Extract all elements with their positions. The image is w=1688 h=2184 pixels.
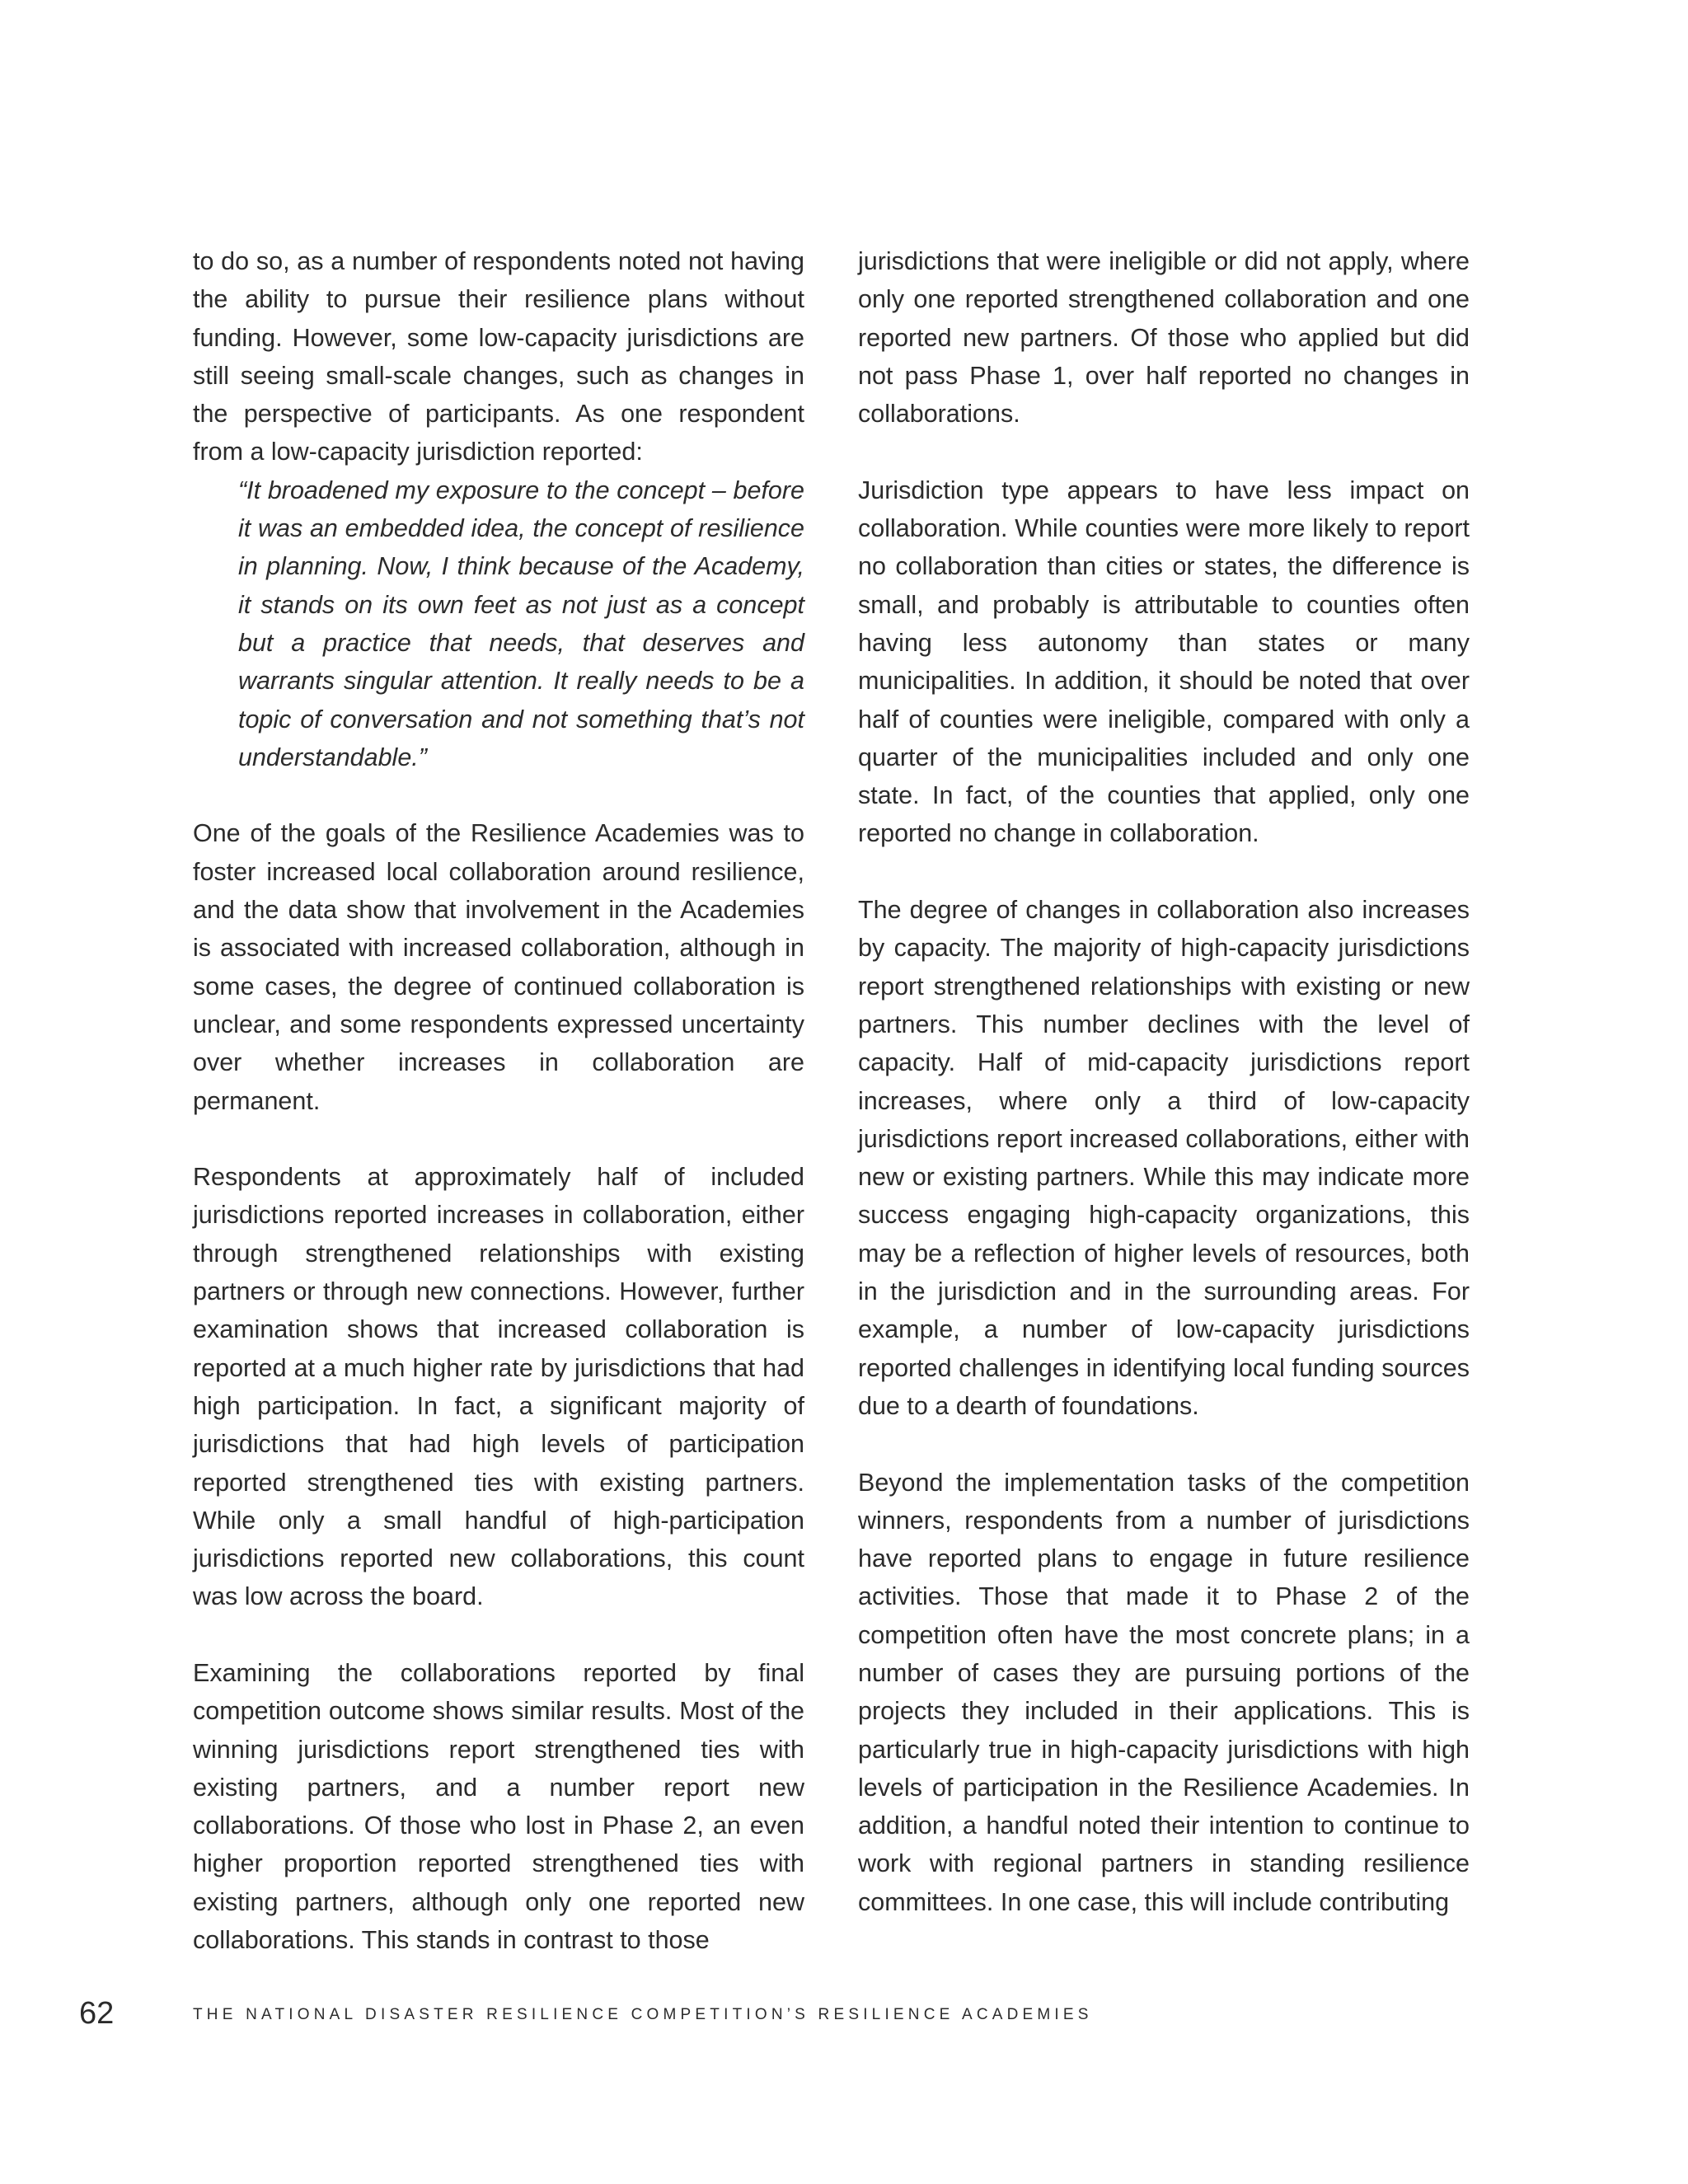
left-column: [193, 242, 804, 1959]
left-paragraph-4: Examining the collaborations reported by final competition outcome shows similar results. Most of the winning jurisdictions report strengthened ties with existing partners, and a number report new collaborations. Of those who lost in Phase 2, an even higher proportion reported strengthened ties with existing partners, although only one reported new collaborations. This stands in contrast to those: [193, 1658, 804, 1955]
right-column: [858, 242, 1470, 1921]
left-paragraph-3: Respondents at approximately half of included jurisdictions reported increases in collaboration, either through strengthened relationships with existing partners or through new connections. However, further examination shows that increased collaboration is reported at a much higher rate by jurisdictions that had high participation. In fact, a significant majority of jurisdictions that had high levels of participation reported strengthened ties with existing partners. While only a small handful of high-participation jurisdictions reported new collaborations, this count was low across the board.: [193, 1163, 804, 1611]
right-paragraph-1: jurisdictions that were ineligible or did not apply, where only one reported strengthened collaboration and one reported new partners. Of those who applied but did not pass Phase 1, over half reported no changes in collaborations.: [858, 247, 1470, 429]
right-paragraph-4: Beyond the implementation tasks of the competition winners, respondents from a number of jurisdictions have reported plans to engage in future resilience activities. Those that made it to Phase 2 of the competition often have the most concrete plans; in a number of cases they are pursuing portions of the projects they included in their applications. This is particularly true in high-capacity jurisdictions with high levels of participation in the Resilience Academies. In addition, a handful noted their intention to continue to work with regional partners in standing resilience committees. In one case, this will include contributing: [858, 1468, 1470, 1916]
respondent-quote: “It broadened my exposure to the concept – before it was an embedded idea, the concept of resilience in planning. Now, I think because of the Academy, it stands on its own feet as not just as a concept but a practice that needs, that deserves and warrants singular attention. It really needs to be a topic of conversation and not something that’s not understandable.”: [238, 476, 804, 771]
left-paragraph-1: to do so, as a number of respondents noted not having the ability to pursue their resilience plans without funding. However, some low-capacity jurisdictions are still seeing small-scale changes, such as changes in the perspective of participants. As one respondent from a low-capacity jurisdiction reported:: [193, 247, 804, 466]
running-title: THE NATIONAL DISASTER RESILIENCE COMPETITION’S RESILIENCE ACADEMIES: [193, 2006, 1093, 2023]
right-paragraph-3: The degree of changes in collaboration also increases by capacity. The majority of high-capacity jurisdictions report strengthened relationships with existing or new partners. This number declines with the level of capacity. Half of mid-capacity jurisdictions report increases, where only a third of low-capacity jurisdictions report increased collaborations, either with new or existing partners. While this may indicate more success engaging high-capacity organizations, this may be a reflection of higher levels of resources, both in the jurisdiction and in the surrounding areas. For example, a number of low-capacity jurisdictions reported challenges in identifying local funding sources due to a dearth of foundations.: [858, 896, 1470, 1420]
right-paragraph-2: Jurisdiction type appears to have less impact on collaboration. While counties were more likely to report no collaboration than cities or states, the difference is small, and probably is attributable to counties often having less autonomy than states or many municipalities. In addition, it should be noted that over half of counties were ineligible, compared with only a quarter of the municipalities included and only one state. In fact, of the counties that applied, only one reported no change in collaboration.: [858, 476, 1470, 848]
left-paragraph-2: One of the goals of the Resilience Academies was to foster increased local collaboration around resilience, and the data show that involvement in the Academies is associated with increased collaboration, although in some cases, the degree of continued collaboration is unclear, and some respondents expressed uncertainty over whether increases in collaboration are permanent.: [193, 819, 804, 1115]
page-number: 62: [79, 1996, 115, 2031]
